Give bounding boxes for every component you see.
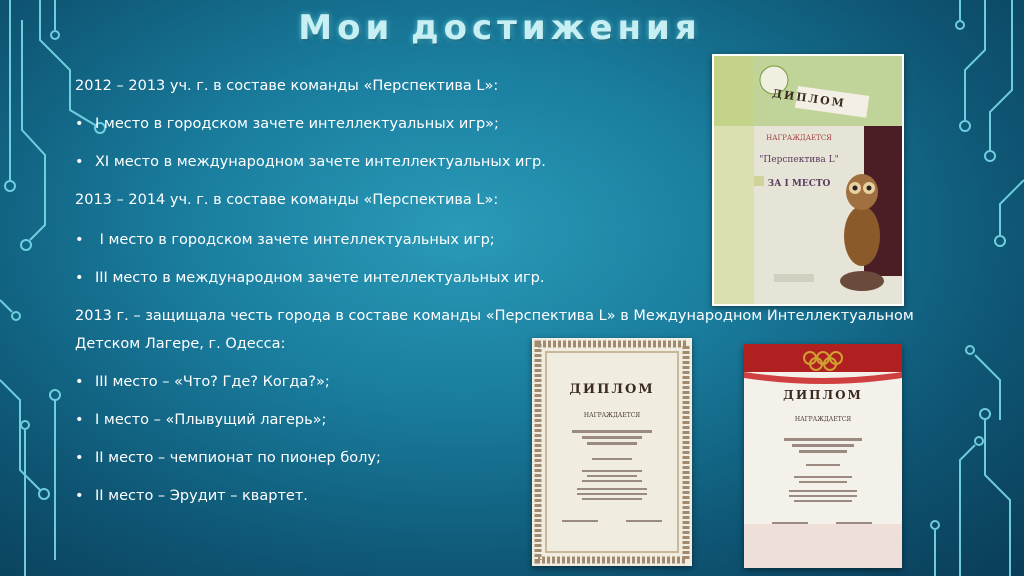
year-heading: 2013 – 2014 уч. г. в составе команды «Перспектива L»:	[75, 192, 499, 208]
diploma-red-image	[744, 344, 902, 568]
diploma-photo-ornate	[532, 338, 692, 566]
list-item: • II место – чемпионат по пионер болу;	[75, 450, 381, 466]
list-item: • I место – «Плывущий лагерь»;	[75, 412, 327, 428]
diploma-photo-owl	[712, 54, 904, 306]
list-item: • III место – «Что? Где? Когда?»;	[75, 374, 330, 390]
list-item: • XI место в международном зачете интеллектуальных игр.	[75, 154, 546, 170]
diploma-header: ДИПЛОМ	[783, 388, 863, 402]
list-item: • I место в городском зачете интеллектуальных игр»;	[75, 116, 499, 132]
diploma-award-text: НАГРАЖДАЕТСЯ	[794, 416, 852, 423]
diploma-award-text: НАГРАЖДАЕТСЯ	[583, 412, 641, 419]
year-heading: 2013 г. – защищала честь города в составе команды «Перспектива L» в Международном Интеллектуальном	[75, 308, 914, 324]
year-heading-continued: Детском Лагере, г. Одесса:	[75, 336, 286, 352]
diploma-place: ЗА I МЕСТО	[767, 179, 831, 189]
diploma-team: "Перспектива L"	[759, 155, 839, 165]
list-item: • III место в международном зачете интеллектуальных игр.	[75, 270, 545, 286]
diploma-header: ДИПЛОМ	[569, 382, 655, 397]
list-item: • I место в городском зачете интеллектуальных игр;	[75, 232, 495, 248]
diploma-award-text: НАГРАЖДАЕТСЯ	[766, 134, 832, 142]
year-heading: 2012 – 2013 уч. г. в составе команды «Перспектива L»:	[75, 78, 499, 94]
slide-title: Мои достижения	[298, 8, 702, 48]
diploma-header: ДИПЛОМ	[771, 86, 847, 111]
diploma-photo-red	[744, 344, 902, 568]
list-item: • II место – Эрудит – квартет.	[75, 488, 308, 504]
diploma-ornate-image	[532, 338, 692, 566]
